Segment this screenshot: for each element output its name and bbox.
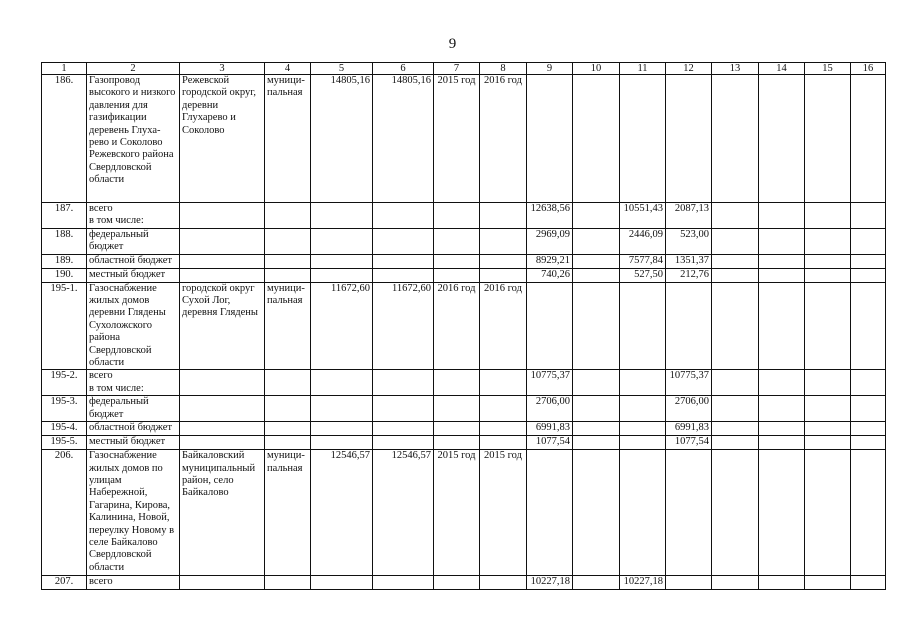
table-cell [434,396,480,422]
row-number-cell: 195-1. [42,282,87,370]
table-cell [180,254,265,268]
table-cell [805,370,851,396]
table-cell [527,75,573,203]
table-cell [180,396,265,422]
table-cell [666,450,712,576]
table-cell [805,268,851,282]
table-cell [180,268,265,282]
table-cell: Режевской городской округ, деревни Глухарево и Соколово [180,75,265,203]
table-cell [712,282,759,370]
table-cell [180,422,265,436]
table-cell [180,203,265,229]
table-cell [851,422,886,436]
table-cell: 523,00 [666,228,712,254]
table-cell: 6991,83 [666,422,712,436]
table-cell [759,436,805,450]
table-cell: 527,50 [620,268,666,282]
table-cell [265,396,311,422]
table-cell [573,422,620,436]
table-cell [480,576,527,590]
table-cell: муници-пальная [265,75,311,203]
table-cell [573,396,620,422]
table-cell [434,268,480,282]
table-cell [480,396,527,422]
table-cell [265,576,311,590]
table-cell [480,268,527,282]
table-cell [712,254,759,268]
table-cell [712,396,759,422]
table-cell [480,422,527,436]
table-cell [712,75,759,203]
table-cell: 6991,83 [527,422,573,436]
table-cell [851,436,886,450]
table-cell: местный бюджет [87,436,180,450]
table-cell [373,254,434,268]
table-cell [434,254,480,268]
table-cell [805,436,851,450]
table-cell [805,75,851,203]
table-cell [805,576,851,590]
table-cell [759,282,805,370]
table-cell [759,203,805,229]
row-number-cell: 189. [42,254,87,268]
table-cell: 10775,37 [527,370,573,396]
table-cell [666,282,712,370]
table-cell [265,422,311,436]
column-header: 12 [666,63,712,75]
row-number-cell: 190. [42,268,87,282]
table-cell [373,203,434,229]
table-cell [434,576,480,590]
table-cell [180,436,265,450]
table-cell [851,254,886,268]
table-cell [480,203,527,229]
table-cell [480,254,527,268]
table-cell [573,436,620,450]
table-row [42,268,886,282]
table-cell [712,436,759,450]
table-cell [759,228,805,254]
table-row [42,576,886,590]
table-cell [265,228,311,254]
table-cell [373,268,434,282]
table-cell: 2969,09 [527,228,573,254]
table-cell [666,576,712,590]
table-cell: областной бюджет [87,422,180,436]
column-header: 8 [480,63,527,75]
table-cell: федеральный бюджет [87,228,180,254]
table-cell: федеральный бюджет [87,396,180,422]
table-cell [851,282,886,370]
table-cell: муници-пальная [265,282,311,370]
table-row [42,450,886,576]
table-cell [620,422,666,436]
column-header: 3 [180,63,265,75]
table-cell: 2087,13 [666,203,712,229]
column-header: 6 [373,63,434,75]
table-cell: 1077,54 [527,436,573,450]
table-cell [851,576,886,590]
table-cell: муници-пальная [265,450,311,576]
table-cell [620,370,666,396]
table-cell [480,228,527,254]
table-cell [573,576,620,590]
table-cell [434,203,480,229]
table-cell [265,203,311,229]
row-number-cell: 195-5. [42,436,87,450]
table-cell: 7577,84 [620,254,666,268]
table-cell [620,396,666,422]
table-cell [851,268,886,282]
table-cell: 12546,57 [373,450,434,576]
column-header: 16 [851,63,886,75]
table-cell [527,282,573,370]
row-number-cell: 206. [42,450,87,576]
table-cell: 2015 год [434,75,480,203]
table-cell: всего в том числе: [87,203,180,229]
table-cell [311,422,373,436]
table-cell: 12638,56 [527,203,573,229]
table-cell: 11672,60 [373,282,434,370]
table-cell [573,203,620,229]
table-cell: Байкаловский муниципальный район, село Байкалово [180,450,265,576]
table-cell: 10775,37 [666,370,712,396]
row-number-cell: 195-4. [42,422,87,436]
table-cell: 14805,16 [373,75,434,203]
column-header: 9 [527,63,573,75]
table-cell [373,576,434,590]
table-cell [805,203,851,229]
table-cell: Газопровод высокого и низкого давления для газификации деревень Глуха-рево и Соколово Режевского района Свердловской области [87,75,180,203]
table-cell [573,370,620,396]
table-cell [373,228,434,254]
table-cell: 740,26 [527,268,573,282]
table-row [42,436,886,450]
table-cell [805,282,851,370]
table-cell [265,268,311,282]
column-header: 2 [87,63,180,75]
row-number-cell: 195-2. [42,370,87,396]
table-cell: 10227,18 [620,576,666,590]
table-cell [620,450,666,576]
table-cell: 1351,37 [666,254,712,268]
table-cell: 2706,00 [666,396,712,422]
table-cell [851,450,886,576]
table-cell [759,576,805,590]
page-number: 9 [448,36,457,52]
table-cell [620,75,666,203]
table-cell [311,203,373,229]
table-cell: 10227,18 [527,576,573,590]
row-number-cell: 207. [42,576,87,590]
column-header: 5 [311,63,373,75]
column-header: 7 [434,63,480,75]
table-cell [805,228,851,254]
table-cell [434,422,480,436]
table-cell [480,436,527,450]
table-cell [759,370,805,396]
table-cell: 8929,21 [527,254,573,268]
table-cell [573,228,620,254]
table-cell [573,75,620,203]
table-cell [527,450,573,576]
table-row [42,228,886,254]
table-cell [851,203,886,229]
investment-table [41,62,886,590]
column-header: 13 [712,63,759,75]
table-row [42,422,886,436]
row-number-cell: 186. [42,75,87,203]
table-cell: 212,76 [666,268,712,282]
table-cell [851,370,886,396]
table-cell [311,436,373,450]
table-cell: 11672,60 [311,282,373,370]
table-cell [373,436,434,450]
row-number-cell: 195-3. [42,396,87,422]
row-number-cell: 187. [42,203,87,229]
table-cell [712,450,759,576]
column-header: 14 [759,63,805,75]
table-cell [759,396,805,422]
table-cell: 2706,00 [527,396,573,422]
table-cell [851,396,886,422]
row-number-cell: 188. [42,228,87,254]
table-cell [805,396,851,422]
table-cell [759,268,805,282]
table-cell [373,370,434,396]
table-cell [434,436,480,450]
table-cell [480,370,527,396]
table-cell [851,75,886,203]
table-cell [373,422,434,436]
table-cell: 1077,54 [666,436,712,450]
table-cell [759,75,805,203]
table-cell [180,228,265,254]
table-row [42,203,886,229]
table-cell [265,370,311,396]
table-cell: всего [87,576,180,590]
table-cell: всего в том числе: [87,370,180,396]
table-cell: 2016 год [480,75,527,203]
table-cell [573,268,620,282]
table-cell [805,450,851,576]
column-header: 1 [42,63,87,75]
table-cell [712,422,759,436]
column-header: 11 [620,63,666,75]
table-row [42,75,886,203]
table-cell: 2016 год [480,282,527,370]
table-body [42,75,886,590]
table-cell [311,370,373,396]
table-cell: местный бюджет [87,268,180,282]
table-cell: 10551,43 [620,203,666,229]
column-header: 10 [573,63,620,75]
table-cell [573,450,620,576]
table-cell [265,254,311,268]
column-header: 15 [805,63,851,75]
table-cell [759,450,805,576]
table-cell: 14805,16 [311,75,373,203]
table-cell [373,396,434,422]
table-row [42,282,886,370]
table-cell [712,203,759,229]
table-cell [265,436,311,450]
table-cell: городской округ Сухой Лог, деревня Глядены [180,282,265,370]
table-cell [311,254,373,268]
table-cell [311,228,373,254]
table-cell [311,268,373,282]
table-cell [712,268,759,282]
header-row [42,63,886,75]
table-row [42,254,886,268]
table-cell: 2015 год [480,450,527,576]
table-cell [180,370,265,396]
table-cell: 12546,57 [311,450,373,576]
table-cell: Газоснабжение жилых домов деревни Глядены Сухоложского района Свердловской области [87,282,180,370]
table-cell [573,254,620,268]
table-cell [759,422,805,436]
table-cell [805,254,851,268]
table-cell [666,75,712,203]
table-cell [712,576,759,590]
table-row [42,370,886,396]
table-cell: областной бюджет [87,254,180,268]
table-cell [311,576,373,590]
table-cell: 2015 год [434,450,480,576]
table-cell [620,282,666,370]
table-cell [573,282,620,370]
table-cell: 2016 год [434,282,480,370]
table-cell [434,370,480,396]
table-cell [805,422,851,436]
table-cell [759,254,805,268]
table-cell: Газоснабжение жилых домов по улицам Набережной, Гагарина, Кирова, Калинина, Новой, переулку Новому в селе Байкалово Свердловской области [87,450,180,576]
table-cell [851,228,886,254]
table-cell [712,370,759,396]
table-cell [712,228,759,254]
table-row [42,396,886,422]
table-cell: 2446,09 [620,228,666,254]
table-cell [620,436,666,450]
table-cell [180,576,265,590]
column-header: 4 [265,63,311,75]
table-cell [311,396,373,422]
table-cell [434,228,480,254]
